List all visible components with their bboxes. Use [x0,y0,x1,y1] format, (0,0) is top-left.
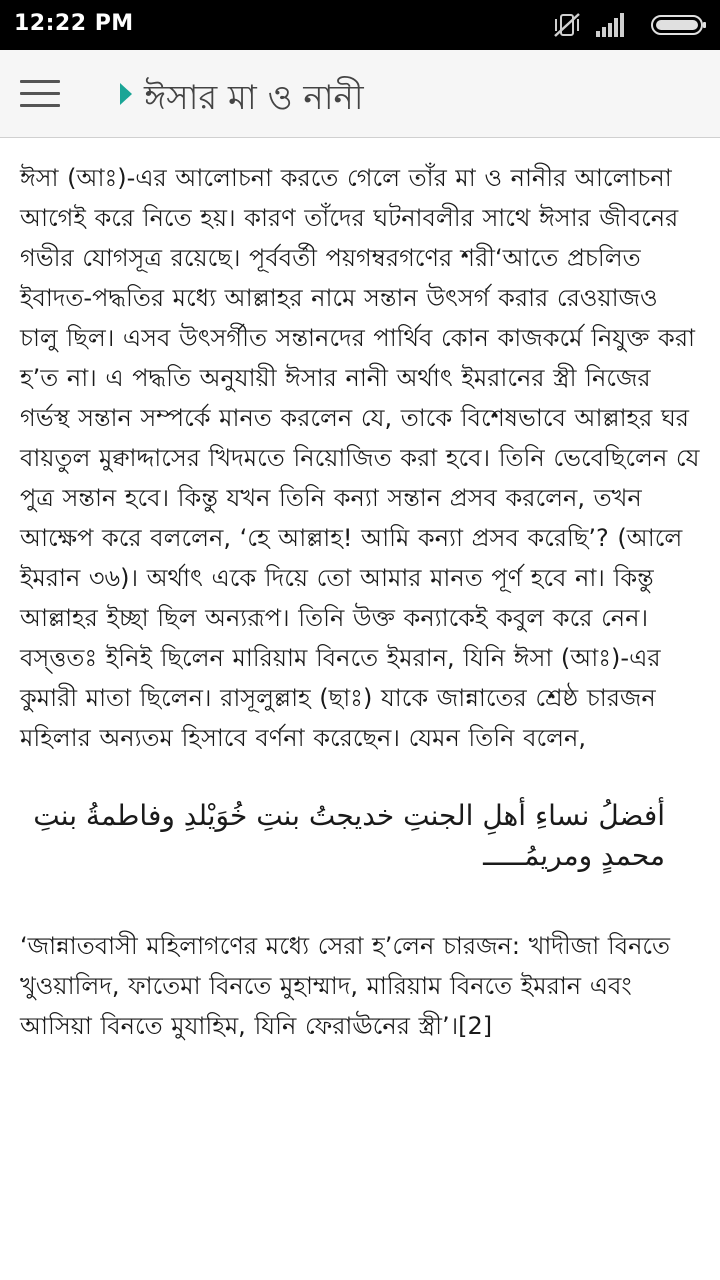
hamburger-icon-line-middle [20,92,60,95]
battery-icon [650,11,708,39]
play-arrow-icon [118,82,134,106]
menu-button[interactable] [20,78,60,110]
arabic-quote: أفضلُ نساءِ أهلِ الجنتِ خديجتُ بنتِ خُوَيْلدِ وفاطمةُ بنتِ محمدٍ ومريمُـــــ [33,799,665,872]
page-title: ঈসার মা ও নানী [144,78,364,118]
article-content [20,158,702,1046]
signal-icon [594,11,626,39]
hamburger-icon-line-top [20,80,60,83]
mute-icon [552,11,582,39]
hamburger-icon-line-bottom [20,104,60,107]
app-bar [0,50,720,138]
status-bar [0,0,720,50]
article-paragraph-1: ঈসা (আঃ)-এর আলোচনা করতে গেলে তাঁর মা ও নানীর আলোচনা আগেই করে নিতে হয়। কারণ তাঁদের ঘটনাবলীর সাথে ঈসার জীবনের গভীর যোগসূত্র রয়েছে। পূর্ববর্তী পয়গম্বরগণের শরী‘আতে প্রচলিত ইবাদত-পদ্ধতির মধ্যে আল্লাহর নামে সন্তান উৎসর্গ করার রেওয়াজও চালু ছিল। এসব উৎসর্গীত সন্তানদের পার্থিব কোন কাজকর্মে নিযুক্ত করা হ’ত না। এ পদ্ধতি অনুযায়ী ঈসার নানী অর্থাৎ ইমরানের স্ত্রী নিজের গর্ভস্থ সন্তান সম্পর্কে মানত করলেন যে, তাকে বিশেষভাবে আল্লাহর ঘর বায়তুল মুক্বাদ্দাসের খিদমতে নিয়োজিত করা হবে। তিনি ভেবেছিলেন যে পুত্র সন্তান হবে। কিন্তু যখন তিনি কন্যা সন্তান প্রসব করলেন, তখন আক্ষেপ করে বললেন, ‘হে আল্লাহ! আমি কন্যা প্রসব করেছি’? (আলে ইমরান ৩৬)। অর্থাৎ একে দিয়ে তো আমার মানত পূর্ণ হবে না। কিন্তু আল্লাহর ইচ্ছা ছিল অন্যরূপ। তিনি উক্ত কন্যাকেই কবুল করে নেন। বস্ত্ততঃ ইনিই ছিলেন মারিয়াম বিনতে ইমরান, যিনি ঈসা (আঃ)-এর কুমারী মাতা ছিলেন। রাসূলুল্লাহ (ছাঃ) যাকে জান্নাতের শ্রেষ্ঠ চারজন মহিলার অন্যতম হিসাবে বর্ণনা করেছেন। যেমন তিনি বলেন, [20,164,700,752]
article-paragraph-2: ‘জান্নাতবাসী মহিলাগণের মধ্যে সেরা হ’লেন চারজন: খাদীজা বিনতে খুওয়ালিদ, ফাতেমা বিনতে মুহাম্মাদ, মারিয়াম বিনতে ইমরান এবং আসিয়া বিনতে মুযাহিম, যিনি ফেরাঊনের স্ত্রী’।[2] [20,932,671,1040]
status-time: 12:22 PM [14,11,134,36]
